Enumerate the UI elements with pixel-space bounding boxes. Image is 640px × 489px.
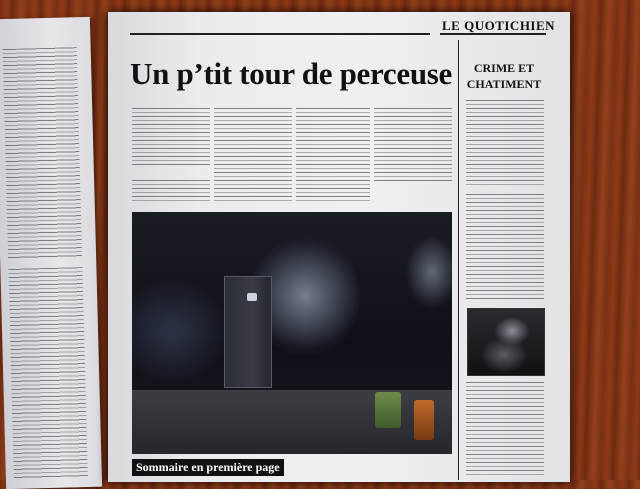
video-bottle [414, 400, 434, 440]
left-page-text [8, 267, 87, 479]
video-workbench [132, 390, 452, 454]
article-text [132, 108, 210, 168]
article-text [374, 108, 452, 184]
news-video[interactable] [132, 212, 452, 454]
article-text [132, 180, 210, 204]
sidebar-photo [467, 308, 545, 376]
video-jar [375, 392, 401, 428]
article-text [296, 108, 370, 204]
video-cabinet [224, 276, 272, 388]
left-page-text [3, 47, 82, 259]
sidebar-text [466, 382, 544, 478]
headline: Un p’tit tour de perceuse [130, 56, 452, 91]
cabinet-light [247, 293, 257, 301]
summary-link[interactable]: Sommaire en première page [132, 459, 284, 476]
sidebar-text [466, 194, 544, 302]
column-divider [458, 40, 459, 480]
masthead-title: LE QUOTICHIEN [442, 18, 556, 33]
left-page [0, 17, 102, 489]
sidebar-headline: CRIME ET CHATIMENT [466, 61, 542, 91]
masthead-rule [130, 33, 430, 35]
article-text [214, 108, 292, 204]
sidebar-text [466, 100, 544, 186]
